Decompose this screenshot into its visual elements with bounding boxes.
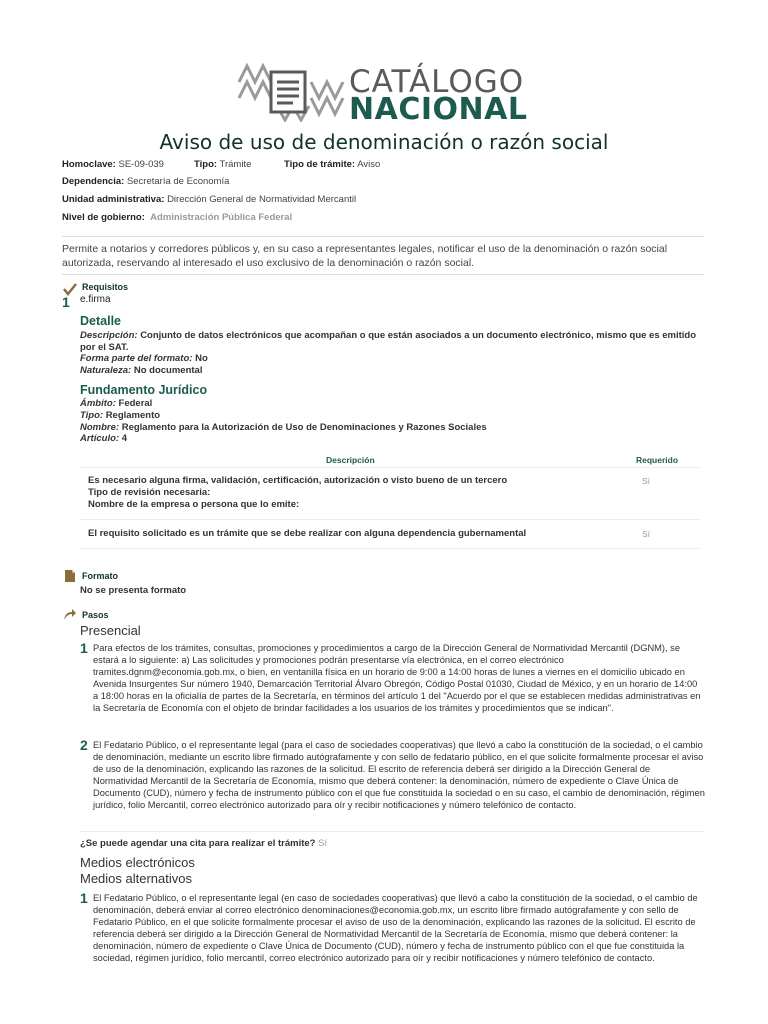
page-title: Aviso de uso de denominación o razón social <box>159 130 609 154</box>
ambito-field <box>80 398 700 410</box>
detalle-heading: Detalle <box>80 314 121 328</box>
unidad-value: Dirección General de Normatividad Mercantil <box>167 194 357 205</box>
nombre-value: Reglamento para la Autorización de Uso de Denominaciones y Razones Sociales <box>121 422 487 433</box>
table-header-requerido: Requerido <box>636 455 679 465</box>
table-row-1-line2: Tipo de revisión necesaria: <box>88 487 211 498</box>
fundamento-tipo-value: Reglamento <box>105 410 161 421</box>
articulo-label: Artículo: <box>80 433 120 444</box>
naturaleza-field <box>80 365 700 377</box>
cita-answer: Sí <box>318 838 328 849</box>
table-row-2-value: Sí <box>642 529 651 539</box>
table-divider <box>80 519 700 520</box>
catalog-document-icon <box>237 62 345 122</box>
nivel-field <box>62 212 292 223</box>
table-row-1-line1: Es necesario alguna firma, validación, certificación, autorización o visto bueno de un tercero <box>88 475 508 486</box>
nivel-value: Administración Pública Federal <box>150 212 293 223</box>
table-divider <box>80 548 700 549</box>
tipo-tramite-value: Aviso <box>357 159 381 170</box>
tipo-value: Trámite <box>219 159 252 170</box>
ambito-label: Ámbito: <box>80 398 116 409</box>
descripcion-label: Descripción: <box>80 330 138 341</box>
tipo-label: Tipo: <box>194 159 218 170</box>
cita-question-text: ¿Se puede agendar una cita para realizar el trámite? <box>80 838 316 849</box>
table-divider <box>80 467 700 468</box>
tramite-description: Permite a notarios y corredores públicos y, en su caso a representantes legales, notificar el uso de la denominación o razón social autorizada, reservando al interesado el uso exclusivo de la denominación o razón social. <box>62 243 668 269</box>
nombre-label: Nombre: <box>80 422 120 433</box>
step-2-text: El Fedatario Público, o el representante legal (para el caso de sociedades cooperativas) que llevó a cabo la constitución de la sociedad, o el cambio de denominación, mediante un escrito libre firmado autógrafamente y con sello de fedatario público, en el que solicite formalmente procesar el aviso de uso de la denominación, explicando las razones de la solicitud. El escrito de referencia deberá ser dirigido a la Dirección General de Normatividad Mercantil de la Secretaría de Economía, mismo que deberá contener: la denominación, número de expediente o Clave Única de Documento (CUD), número y fecha de instrumento público con el que fue constituida la sociedad o en su caso, el cambio de denominación, régimen jurídico, folio Mercantil, correo electrónico autorizado para oír y recibir notificaciones y número telefónico de contacto. <box>93 740 705 810</box>
step-1-number: 1 <box>80 640 88 656</box>
tipo-tramite-field <box>284 159 380 170</box>
divider <box>62 236 704 237</box>
homoclave-label: Homoclave: <box>62 159 116 170</box>
unidad-field <box>62 194 356 205</box>
fundamento-tipo-label: Tipo: <box>80 410 104 421</box>
articulo-value: 4 <box>121 433 127 444</box>
table-header-descripcion: Descripción <box>326 455 375 465</box>
cita-question <box>80 838 327 849</box>
naturaleza-label: Naturaleza: <box>80 365 132 376</box>
unidad-label: Unidad administrativa: <box>62 194 165 205</box>
forma-parte-value: No <box>195 353 208 364</box>
ambito-value: Federal <box>118 398 153 409</box>
document-icon <box>63 569 77 583</box>
divider <box>62 274 704 275</box>
requisito-number: 1 <box>62 294 70 310</box>
homoclave-field <box>62 159 164 170</box>
dependencia-value: Secretaría de Economía <box>126 176 230 187</box>
dependencia-field <box>62 176 229 187</box>
forma-parte-label: Forma parte del formato: <box>80 353 193 364</box>
nivel-label: Nivel de gobierno: <box>62 212 145 223</box>
alt-step-1-text: El Fedatario Público, o el representante legal (en caso de sociedades cooperativas) que llevó a cabo la constitución de la sociedad, o el cambio de denominación, deberá enviar al correo electrónico denominaciones@economia.gob.mx, un escrito libre firmado autógrafamente y con sello de Fedatario Público, en el que solicite formalmente procesar el aviso de uso de la denominación, explicando las razones de la solicitud. El escrito de referencia deberá ser dirigido a la Dirección General de Normatividad Mercantil de la Secretaría de Economía, mismo que deberá contener: la denominación, número de expediente o Clave Única de Documento (CUD), número y fecha de instrumento público con el que fue constituida la sociedad, régimen jurídico, folio mercantil, correo electrónico autorizado para oír y recibir notificaciones y número telefónico de contacto. <box>93 893 698 963</box>
requisito-name: e.firma <box>80 294 111 305</box>
formato-value: No se presenta formato <box>80 585 187 596</box>
tipo-field <box>194 159 251 170</box>
articulo-field <box>80 433 700 445</box>
descripcion-field <box>80 330 700 354</box>
step-1-text: Para efectos de los trámites, consultas, promociones y procedimientos a cargo de la Dirección General de Normatividad Mercantil (DGNM), se estará a lo siguiente: a) Las solicitudes y promociones podrán presentarse vía electrónica, en el correo electrónico tramites.dgnm@economia.gob.mx, o bien, en ventanilla física en un horario de 9:00 a 14:00 horas de lunes a viernes en el domicilio ubicado en Avenida Insurgentes Sur número 1940, Demarcación Territorial Álvaro Obregón, Código Postal 01030, Ciudad de México, y en un horario de 14:00 a 18:00 horas en la oficialía de partes de la Secretaría, en términos del artículo 1 del "Acuerdo por el que se establecen medidas administrativas en la Secretaría de Economía con el objeto de brindar facilidades a los usuarios de los trámites y procedimientos que se indican". <box>93 643 701 713</box>
table-row-1-value: Sí <box>642 476 651 486</box>
forma-parte-field <box>80 353 700 365</box>
presencial-heading: Presencial <box>80 623 141 638</box>
homoclave-value: SE-09-039 <box>118 159 164 170</box>
table-row-1-line3: Nombre de la empresa o persona que lo emite: <box>88 499 300 510</box>
catalogo-nacional-logo <box>237 62 537 127</box>
arrow-forward-icon <box>63 607 77 621</box>
fundamento-heading: Fundamento Jurídico <box>80 383 208 397</box>
medios-alternativos-heading: Medios alternativos <box>80 871 192 886</box>
pasos-label: Pasos <box>82 610 109 620</box>
divider <box>80 831 704 832</box>
naturaleza-value: No documental <box>133 365 203 376</box>
logo-text-nacional: NACIONAL <box>349 92 528 127</box>
step-2-number: 2 <box>80 737 88 753</box>
tipo-tramite-label: Tipo de trámite: <box>284 159 356 170</box>
fundamento-tipo-field <box>80 410 700 422</box>
dependencia-label: Dependencia: <box>62 176 125 187</box>
descripcion-value: Conjunto de datos electrónicos que acompañan o que están asociados a un documento electrónico, mismo que es emitido por el SAT. <box>80 330 697 353</box>
table-row-2-line1: El requisito solicitado es un trámite que se debe realizar con alguna dependencia gubernamental <box>88 528 527 539</box>
alt-step-1-number: 1 <box>80 890 88 906</box>
medios-electronicos-heading: Medios electrónicos <box>80 855 195 870</box>
requisitos-label: Requisitos <box>82 282 129 292</box>
logo-text-catalogo: CATÁLOGO <box>349 64 525 100</box>
formato-label: Formato <box>82 571 118 581</box>
